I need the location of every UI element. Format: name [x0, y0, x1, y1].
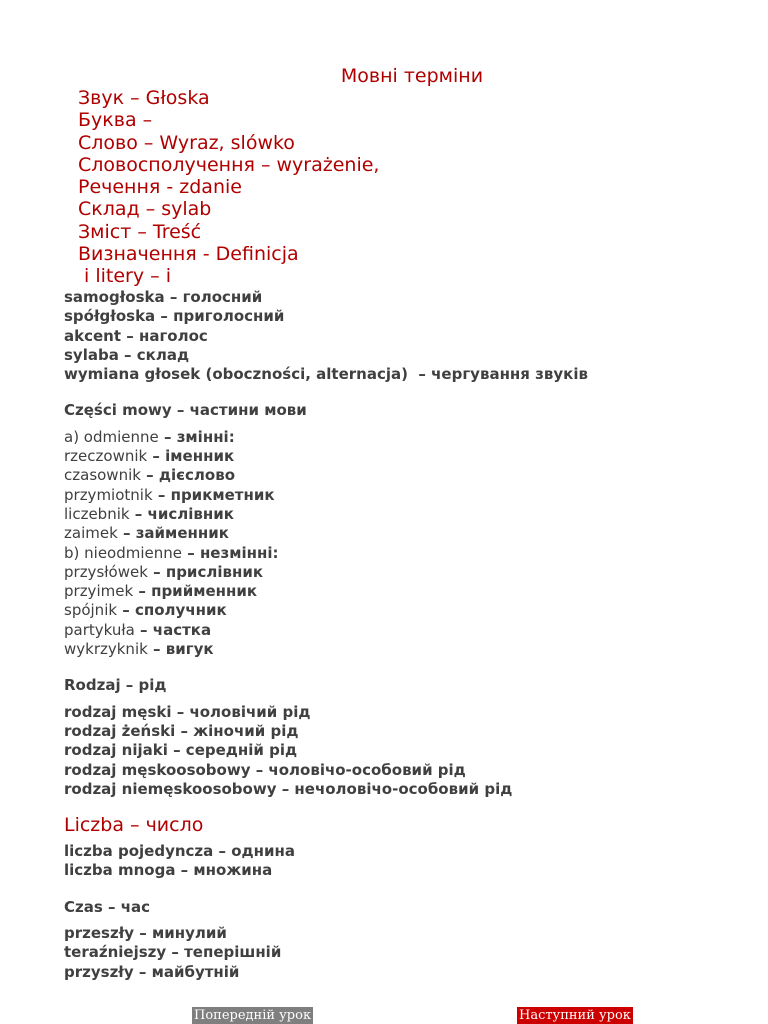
ukrainian-term: – прийменник: [133, 582, 258, 601]
list-item: [64, 428, 754, 447]
polish-term: liczebnik: [64, 504, 130, 523]
list-item: rodzaj żeński – жіночий рід: [64, 721, 299, 740]
list-item: [64, 563, 754, 582]
list-item: przyszły – майбутній: [64, 962, 240, 981]
list-item: [64, 524, 754, 543]
gender-heading: Rodzaj – рід: [64, 676, 167, 695]
next-lesson-button[interactable]: Наступний урок: [519, 1008, 631, 1023]
ukrainian-term: – прислівник: [147, 562, 264, 581]
previous-lesson-button[interactable]: Попередній урок: [194, 1008, 312, 1023]
list-item: rodzaj męski – чоловічий рід: [64, 702, 311, 721]
ukrainian-term: – незмінні:: [182, 543, 279, 562]
polish-term: rzeczownik: [64, 447, 148, 466]
ukrainian-term: – вигук: [147, 640, 214, 659]
polish-term: wykrzyknik: [64, 640, 148, 659]
list-item: rodzaj męskoosobowy – чоловічо-особовий рід: [64, 760, 466, 779]
term-item: Слово – Wyraz, slówko: [78, 131, 295, 154]
phonetics-list: [64, 288, 754, 384]
ukrainian-term: – іменник: [147, 447, 235, 466]
polish-term: przyimek: [64, 582, 134, 601]
polish-term: czasownik: [64, 466, 141, 485]
number-list: [64, 842, 754, 881]
term-item: Словосполучення – wyrażenie,: [78, 153, 380, 176]
ukrainian-term: – частка: [134, 620, 212, 639]
list-item: przeszły – минулий: [64, 924, 227, 943]
polish-term: przysłówek: [64, 562, 148, 581]
list-item: [64, 466, 754, 485]
polish-term: partykuła: [64, 620, 135, 639]
list-item: teraźniejszy – теперішній: [64, 943, 282, 962]
list-item: liczba pojedyncza – однина: [64, 842, 296, 861]
list-item: [64, 486, 754, 505]
ukrainian-term: – прикметник: [152, 485, 275, 504]
page-title: Мовні терміни: [340, 65, 484, 87]
ukrainian-term: – дієслово: [140, 466, 236, 485]
term-item: Склад – sylab: [78, 198, 212, 221]
gender-list: [64, 703, 754, 799]
phonetics-item: spółgłoska – приголосний: [64, 307, 285, 326]
term-item: Зміст – Treść: [78, 220, 202, 243]
list-item: [64, 447, 754, 466]
list-item: [64, 582, 754, 601]
content-body: [64, 288, 754, 982]
ukrainian-term: – змінні:: [158, 427, 235, 446]
list-item: rodzaj nijaki – середній рід: [64, 741, 298, 760]
ukrainian-term: – числівник: [129, 504, 234, 523]
terms-list: [78, 87, 379, 288]
list-item: liczba mnoga – множина: [64, 861, 273, 880]
parts-of-speech-list: [64, 428, 754, 660]
phonetics-item: samogłoska – голосний: [64, 288, 263, 306]
list-item: [64, 621, 754, 640]
phonetics-item: akcent – наголос: [64, 326, 208, 345]
polish-term: zaimek: [64, 524, 118, 543]
number-heading: Liczba – число: [64, 814, 204, 837]
term-item: Буква –: [78, 109, 153, 132]
term-item: i litery – i: [78, 265, 171, 288]
polish-term: a) odmienne: [64, 427, 159, 446]
ukrainian-term: – займенник: [117, 524, 229, 543]
parts-of-speech-heading: Części mowy – частини мови: [64, 401, 307, 420]
phonetics-item: sylaba – склад: [64, 345, 190, 364]
polish-term: b) nieodmienne: [64, 543, 182, 562]
list-item: [64, 505, 754, 524]
polish-term: spójnik: [64, 601, 118, 620]
term-item: Звук – Głoska: [78, 87, 210, 109]
term-item: Визначення - Definicja: [78, 243, 299, 266]
phonetics-item: wymiana głosek (oboczności, alternacja) – чергування звуків: [64, 365, 588, 384]
list-item: [64, 544, 754, 563]
tense-heading: Czas – час: [64, 897, 151, 916]
list-item: [64, 601, 754, 620]
list-item: [64, 640, 754, 659]
term-item: Речення - zdanie: [78, 176, 242, 199]
ukrainian-term: – сполучник: [117, 601, 227, 620]
tense-list: [64, 924, 754, 982]
list-item: rodzaj niemęskoosobowy – нечоловічо-особовий рід: [64, 779, 513, 798]
polish-term: przymiotnik: [64, 485, 153, 504]
